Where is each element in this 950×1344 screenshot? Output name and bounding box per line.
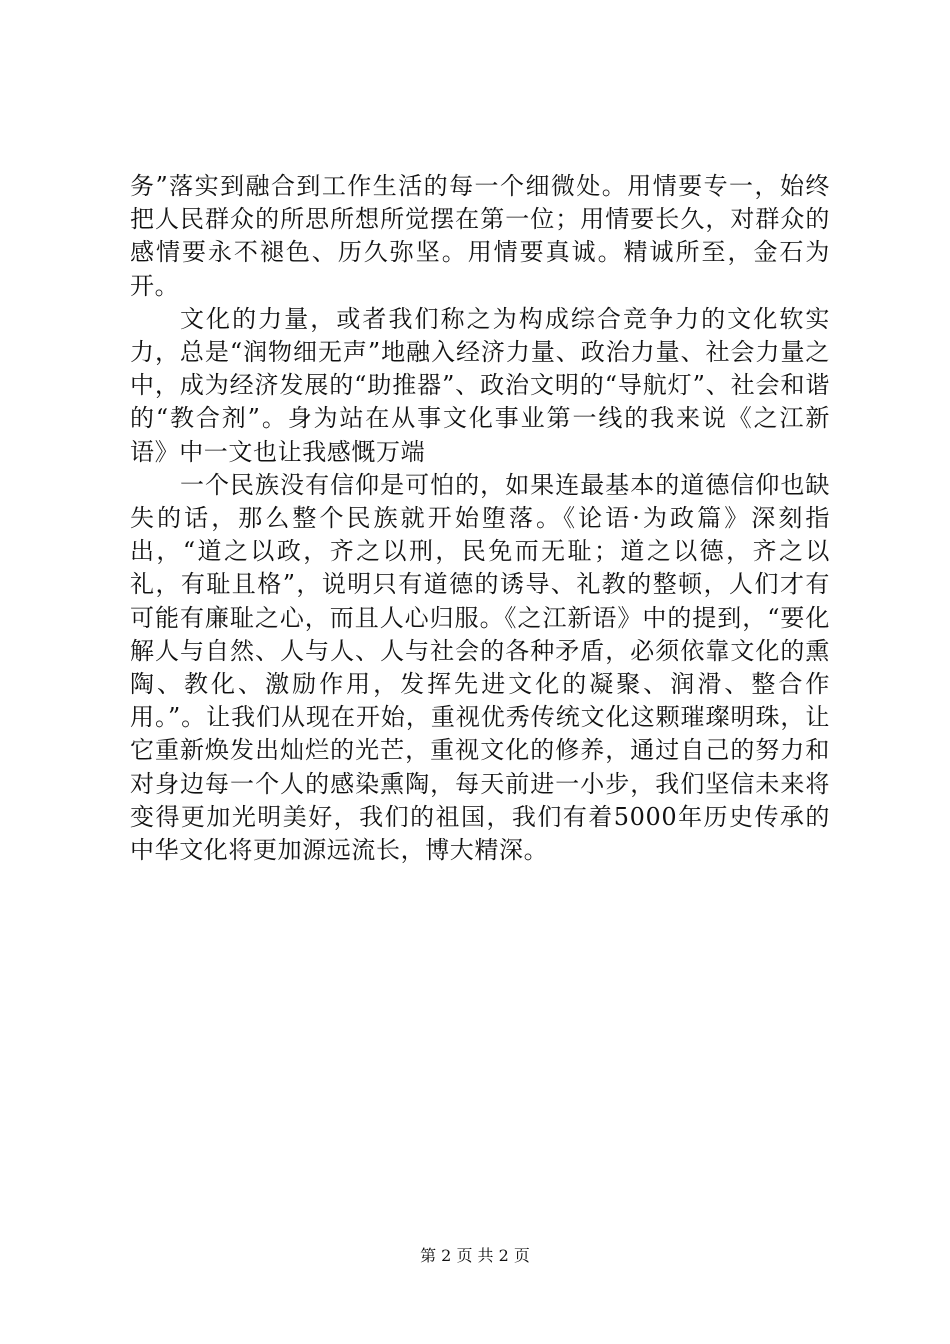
document-body [130, 170, 830, 867]
paragraph-continuation: 务”落实到融合到工作生活的每一个细微处。用情要专一，始终把人民群众的所思所想所觉摆在第一位；用情要长久，对群众的感情要永不褪色、历久弥坚。用情要真诚。精诚所至，金石为开。 [130, 172, 830, 300]
paragraph-national-faith: 一个民族没有信仰是可怕的，如果连最基本的道德信仰也缺失的话，那么整个民族就开始堕落。《论语·为政篇》深刻指出，“道之以政，齐之以刑，民免而无耻；道之以德，齐之以礼，有耻且格”，说明只有道德的诱导、礼教的整顿，人们才有可能有廉耻之心，而且人心归服。《之江新语》中的提到，“要化解人与自然、人与人、人与社会的各种矛盾，必须依靠文化的熏陶、教化、激励作用，发挥先进文化的凝聚、润滑、整合作用。”。让我们从现在开始，重视优秀传统文化这颗璀璨明珠，让它重新焕发出灿烂的光芒，重视文化的修养，通过自己的努力和对身边每一个人的感染熏陶，每天前进一小步，我们坚信未来将变得更加光明美好，我们的祖国，我们有着5000年历史传承的中华文化将更加源远流长，博大精深。 [130, 470, 830, 865]
page-footer: 第 2 页 共 2 页 [420, 1246, 530, 1265]
paragraph-cultural-power: 文化的力量，或者我们称之为构成综合竞争力的文化软实力，总是“润物细无声”地融入经济力量、政治力量、社会力量之中，成为经济发展的“助推器”、政治文明的“导航灯”、社会和谐的“教合剂”。身为站在从事文化事业第一线的我来说《之江新语》中一文也让我感慨万端 [130, 304, 830, 466]
